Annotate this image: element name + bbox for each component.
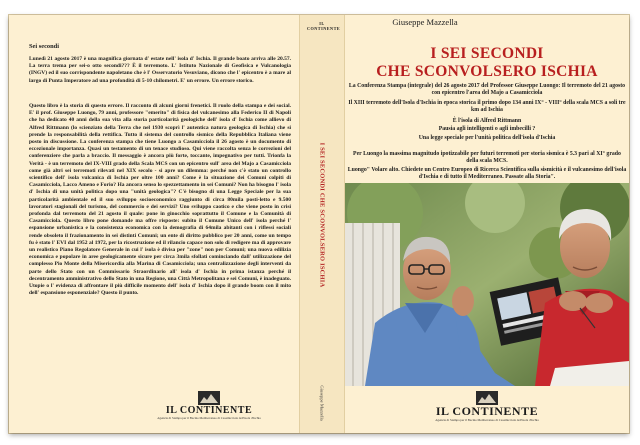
book-cover-spread (9, 15, 629, 433)
subtitle-press-conference: La Conferenza Stampa (integrale) del 26 agosto 2017 del Professor Giuseppe Luongo: Il terremoto del 21 agosto con epicentro l'area del Majo a Casamicciola (348, 83, 626, 96)
spine-author: Giuseppe Mazzella (319, 385, 325, 421)
book-title-line-1: I SEI SECONDI (430, 45, 544, 62)
back-cover-paragraph-1: Lunedì 21 agosto 2017 è una magnifica giornata d' estate nell' isola d' Ischia. Il grande boato arriva alle 20.57. La terra trema per sei-o otto secondi??? È il terremoto. L' Istituto Nazionale di Geofisica e Vulcanologia (INGV) ed il suo corrispondente napoletano che è l' Osservatorio Vesuviano, dicono che l' epicentro è a mare al largo di Punta Imperatore ad una profondità di 5-10 chilometri. E' un errore. Un errore storico. (29, 56, 291, 84)
subtitle-magnitude: Per Luongo la massima magnitudo ipotizzabile per futuri terremoti per storia sismica è 5.3 pari al XI° grado della scala MCS. (353, 151, 621, 164)
spine-publisher-name: IL CONTINENTE (307, 21, 341, 31)
back-cover (9, 15, 299, 433)
back-cover-paragraph-2: Questo libro è la storia di questo errore. Il racconto di alcuni giorni frenetici. Il ruolo della stampa e dei social. E' il prof. Giuseppe Luongo, 79 anni, professore "emerito" di fisica del vulcanesimo alla Federico II di Napoli che ha dedicato 40 anni della sua vita alla storia particolarità geologiche dell' isola d' Ischia come allievo di Alfred Rittmann (lo scienziato della Terra che nel 1930 scoprì l' autentica natura geologica di Ischia) che si prende la responsabilità della rettifica. Tutto il sistema del controllo sismico della Repubblica Italiana viene posto in discussione. La conferenza stampa che tiene Luongo a Casamicciola il 26 agosto è un documento di eccezionale importanza. Quasi un testamento di un tenace studioso. Qui viene raccolta senza le correzioni del conferenziere che parla a braccio. Il messaggio è ancora più forte, toccante, impegnativo per tutti. Trionfa la Verità - è un terremoto del IX-VIII grado della Scala MCS con un epicentro sull' area del Majo a Casamicciola come già altri sei terremoti rilevati nel XIX secolo - si apre un dilemma: perché non c'è stato un controllo scientifico dell' isola vulcanica di Ischia per oltre 100 anni? Come è la situazione dei Comuni colpiti di Casamicciola, Lacco Ameno e Forio? Ha ancora senso lo spezzettamento in sei Comuni? Non ha bisogno l' isola d' Ischia di una unità politica dopo una "unità geologica"? C'è bisogno di una Legge Speciale per la sua particolarità ambientale ed il suo sviluppo socioeconomico raggiunto di circa 80mila posti-letto e 9.500 lavoratori stagionali del turismo, del commercio e dei servizi? Uno sviluppo caotico e che viene posto in crisi profonda dal terremoto del 21 agosto il quale: pone in ginocchio soprattutto il Comune e la Comunità di Casamicciola. Questo libro pone domande ma offre risposte: subito il Comune Unico dell' isola perché l' espansione urbanistica e la consistenza economica con la demografia di 64mila abitanti con i riflessi sociali rende obsoleto il frazionamento in sei distinti Comuni; un ente di diritto pubblico per 20 anni, come un tempo fu è stato l' EVI dal 1952 al 1972, per la ricostruzione ed il rilancio capace non solo di redigere ma di approvare un realistico Piano Regolatore Generale in cui l' isola è divisa per "zone" non per Comuni; una nuova edilizia economica e popolare in aree geologicamente sicure per circa 3mila sfollati cominciando dall' utilizzazione del complesso Pio Monte della Misericordia alla Marina di Casamicciola; una centralizzazione degli interventi da parte dello Stato con un Commissario Straordinario all' isola d' Ischia in prima istanza perché il decentramento amministrativo dello Stato in una Regione, una Città Metropolitana e sei Comuni, è inadeguato. Utopie o l' evidenza di affrontare il più difficile momento dell' isola d' Ischia dopo il grande boom con il mito dell' espansione esponenziale? Questo il punto. (29, 103, 291, 297)
front-cover (345, 15, 629, 433)
publisher-emblem-icon (198, 391, 220, 405)
subtitle-question: Pausia agli intelligenti o agli imbecilli ? (438, 126, 536, 132)
publisher-tagline: Agenzia di Stampa per il Bacino Mediterraneo di Casamicciola dell'isola d'Ischia (157, 416, 261, 420)
spine-title: I SEI SECONDI CHE SCONVOLSERO ISCHIA (318, 142, 326, 288)
subtitle-quote: Luongo" Volare alto. Chiedete un Centro Europeo di Ricerca Scientifica sulla sismicità e il vulcanesimo dell'isola d'Ischia e di tutto il Mediterraneo. Passate alla Storia". (347, 167, 627, 180)
subtitle-rittmann: È l'isola di Alfred Rittmann (452, 118, 522, 124)
back-publisher-logo (119, 391, 299, 420)
book-spine (299, 15, 345, 433)
publisher-tagline: Agenzia di Stampa per il Bacino Mediterraneo di Casamicciola dell'isola d'Ischia (435, 418, 539, 422)
front-author: Giuseppe Mazzella (392, 17, 458, 27)
publisher-emblem-icon (476, 391, 498, 405)
cover-photo (345, 183, 629, 386)
publisher-name: IL CONTINENTE (165, 405, 253, 416)
cover-photo-illustration (345, 183, 629, 386)
publisher-name: IL CONTINENTE (435, 404, 539, 418)
spine-publisher-logo (307, 21, 341, 31)
subtitle-earthquake: Il XIII terremoto dell'Isola d'Ischia in epoca storica il primo dopo 134 anni IX° - VIII° della scala MCS a soli tre km ad Ischia (348, 100, 626, 113)
book-title-line-2: CHE SCONVOLSERO ISCHIA (376, 63, 598, 80)
subtitle-special-law: Una legge speciale per l'unità politica dell'isola d'Ischia (418, 135, 556, 141)
back-cover-heading: Sei secondi (29, 43, 60, 50)
front-publisher-logo (345, 391, 629, 422)
